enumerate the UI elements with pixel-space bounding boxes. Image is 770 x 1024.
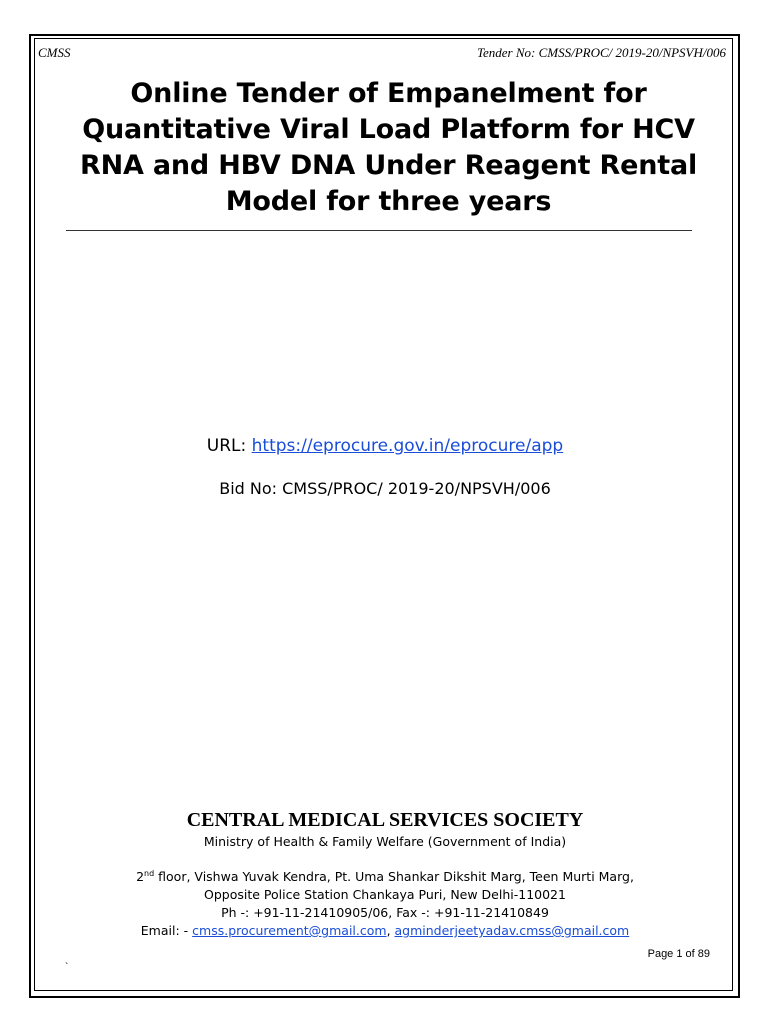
eprocure-link[interactable]: https://eprocure.gov.in/eprocure/app bbox=[251, 436, 564, 456]
email-link-procurement[interactable]: cmss.procurement@gmail.com bbox=[192, 923, 387, 938]
bid-number: Bid No: CMSS/PROC/ 2019-20/NPSVH/006 bbox=[219, 479, 551, 498]
address-line-2: Opposite Police Station Chankaya Puri, New Delhi-110021 bbox=[204, 887, 566, 902]
header-tender-number: Tender No: CMSS/PROC/ 2019-20/NPSVH/006 bbox=[476, 45, 726, 60]
phone-fax-line: Ph -: +91-11-21410905/06, Fax -: +91-11-21410849 bbox=[221, 905, 549, 920]
document-title bbox=[40, 76, 737, 220]
title-line-2: Quantitative Viral Load Platform for HCV bbox=[82, 114, 695, 145]
url-line bbox=[0, 436, 770, 456]
address-line-1-text: floor, Vishwa Yuvak Kendra, Pt. Uma Shankar Dikshit Marg, Teen Murti Marg, bbox=[154, 869, 634, 885]
url-label: URL: bbox=[206, 436, 252, 456]
title-divider bbox=[66, 230, 692, 231]
email-label: Email: - bbox=[140, 923, 193, 938]
title-line-3: RNA and HBV DNA Under Reagent Rental bbox=[79, 150, 698, 181]
email-separator: , bbox=[386, 923, 395, 938]
floor-number: 2 bbox=[136, 869, 145, 885]
ministry-name: Ministry of Health & Family Welfare (Government of India) bbox=[203, 834, 567, 849]
title-line-4: Model for three years bbox=[225, 186, 552, 217]
header-org-abbrev: CMSS bbox=[38, 45, 71, 60]
title-line-1: Online Tender of Empanelment for bbox=[130, 78, 647, 109]
page-number: Page 1 of 89 bbox=[647, 948, 710, 960]
organization-name: CENTRAL MEDICAL SERVICES SOCIETY bbox=[186, 809, 584, 831]
address-line-1 bbox=[0, 869, 770, 884]
floor-suffix: nd bbox=[144, 869, 155, 878]
stray-mark: ` bbox=[65, 962, 69, 973]
email-link-agminderjeet[interactable]: agminderjeetyadav.cmss@gmail.com bbox=[394, 923, 630, 938]
email-line bbox=[0, 923, 770, 938]
